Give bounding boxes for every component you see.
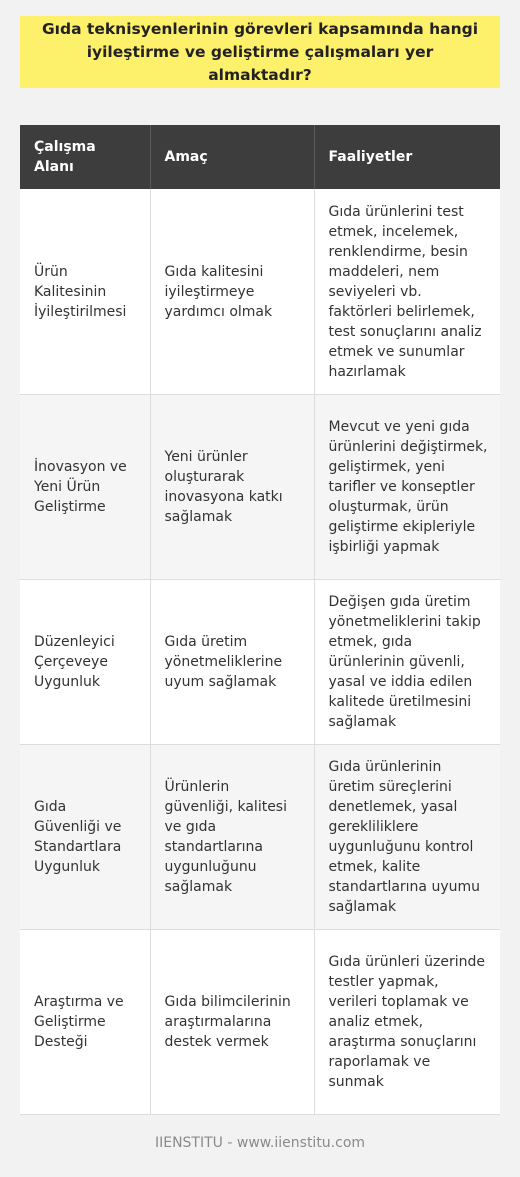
cell-area: Gıda Güvenliği ve Standartlara Uygunluk (20, 745, 150, 930)
cell-activities: Gıda ürünlerini test etmek, incelemek, renklendirme, besin maddeleri, nem seviyeleri vb. faktörleri belirlemek, test sonuçlarını analiz etmek ve sunumlar hazırlamak (314, 189, 500, 395)
cell-purpose: Gıda kalitesini iyileştirmeye yardımcı olmak (150, 189, 314, 395)
page-title: Gıda teknisyenlerinin görevleri kapsamında hangi iyileştirme ve geliştirme çalışmaları yer almaktadır? (41, 19, 479, 84)
column-header-activities: Faaliyetler (314, 125, 500, 189)
cell-activities: Gıda ürünlerinin üretim süreçlerini denetlemek, yasal gerekliliklere uygunluğunu kontrol etmek, kalite standartlarına uyumu sağlamak (314, 745, 500, 930)
column-header-purpose: Amaç (150, 125, 314, 189)
cell-activities: Mevcut ve yeni gıda ürünlerini değiştirmek, geliştirmek, yeni tarifler ve konseptler oluşturmak, ürün geliştirme ekipleriyle işbirliği yapmak (314, 395, 500, 580)
cell-purpose: Ürünlerin güvenliği, kalitesi ve gıda standartlarına uygunluğunu sağlamak (150, 745, 314, 930)
cell-purpose: Gıda bilimcilerinin araştırmalarına destek vermek (150, 930, 314, 1115)
cell-purpose: Yeni ürünler oluşturarak inovasyona katkı sağlamak (150, 395, 314, 580)
table-row (20, 189, 500, 395)
tasks-table (20, 125, 500, 1115)
table-row (20, 930, 500, 1115)
cell-activities: Değişen gıda üretim yönetmeliklerini takip etmek, gıda ürünlerinin güvenli, yasal ve iddia edilen kalitede üretilmesini sağlamak (314, 580, 500, 745)
table-row (20, 395, 500, 580)
table-header-row (20, 125, 500, 189)
column-header-area: Çalışma Alanı (20, 125, 150, 189)
cell-area: Araştırma ve Geliştirme Desteği (20, 930, 150, 1115)
title-banner (20, 16, 500, 88)
cell-area: İnovasyon ve Yeni Ürün Geliştirme (20, 395, 150, 580)
cell-purpose: Gıda üretim yönetmeliklerine uyum sağlamak (150, 580, 314, 745)
footer-credit: IIENSTITU - www.iienstitu.com (154, 1135, 366, 1151)
cell-area: Düzenleyici Çerçeveye Uygunluk (20, 580, 150, 745)
table-row (20, 580, 500, 745)
cell-activities: Gıda ürünleri üzerinde testler yapmak, verileri toplamak ve analiz etmek, araştırma sonuçlarını raporlamak ve sunmak (314, 930, 500, 1115)
cell-area: Ürün Kalitesinin İyileştirilmesi (20, 189, 150, 395)
table-row (20, 745, 500, 930)
